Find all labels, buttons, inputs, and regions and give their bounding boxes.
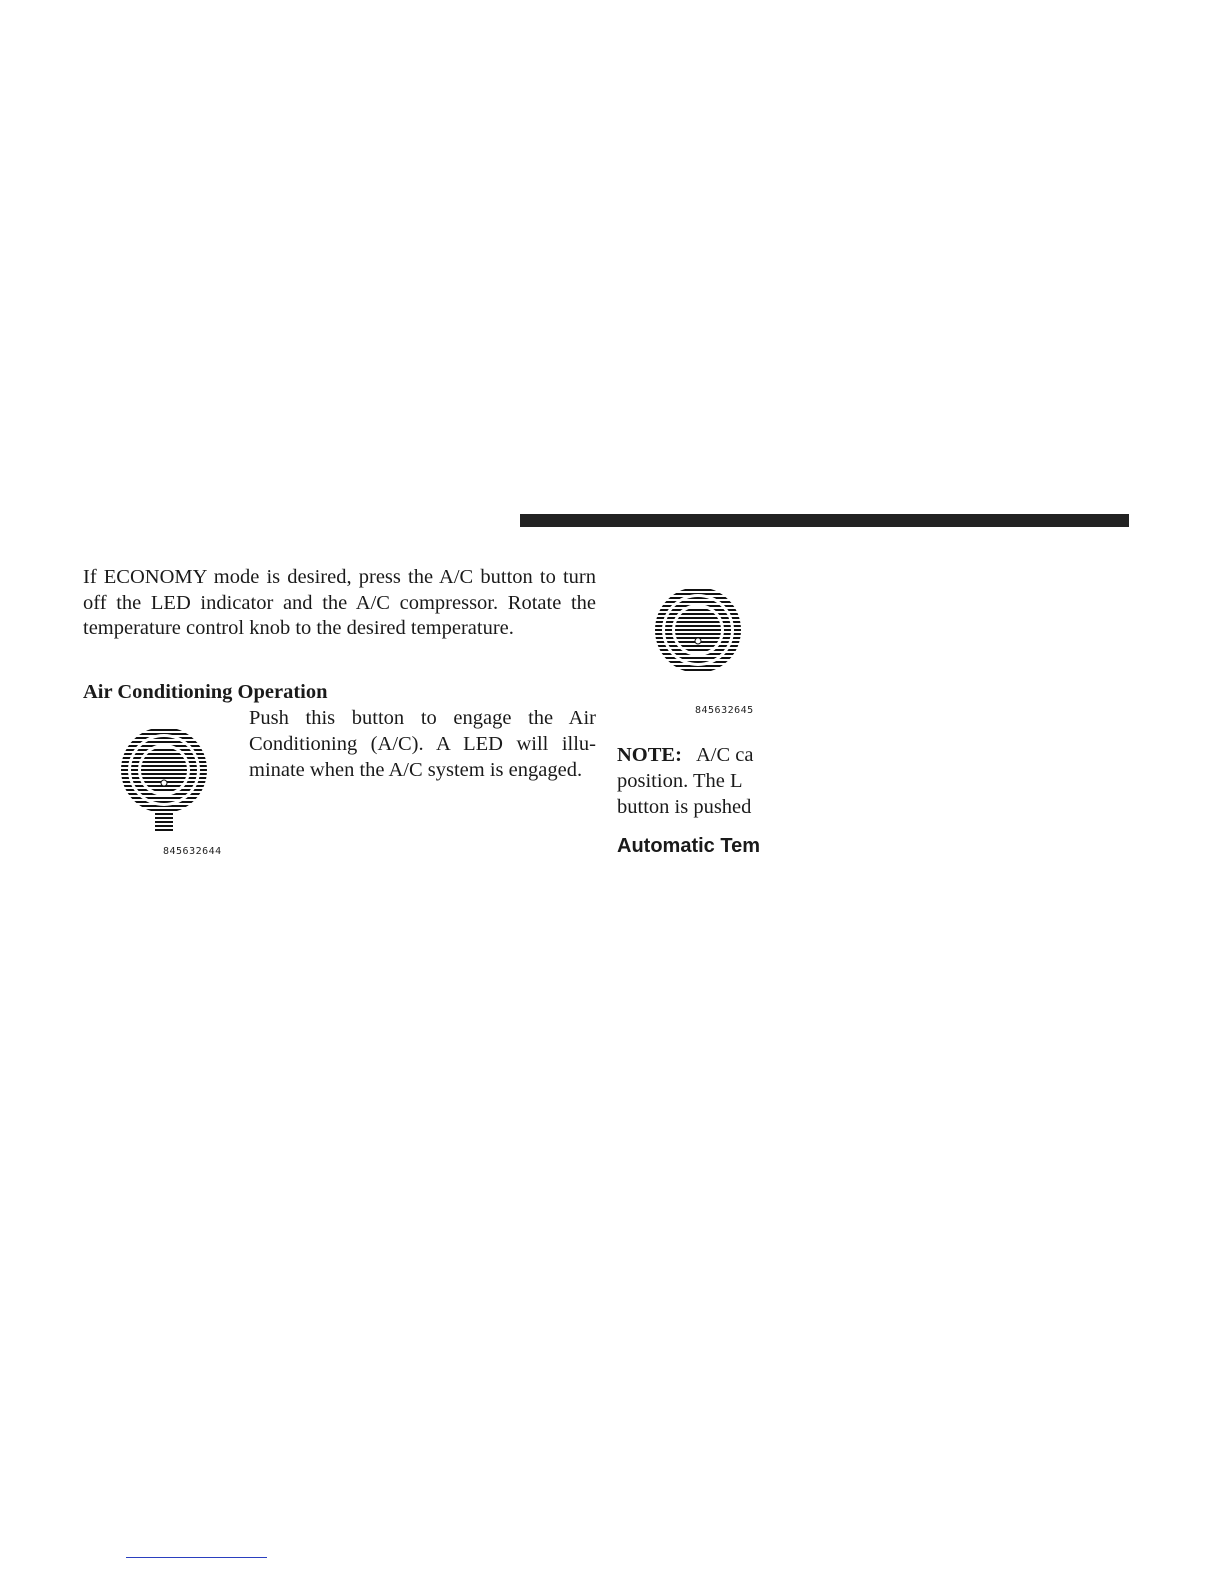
ac-button-icon — [617, 569, 773, 727]
footer-link-line — [126, 1557, 267, 1558]
note-label: NOTE: — [617, 744, 682, 766]
note-block — [617, 743, 773, 820]
automatic-temperature-heading: Automatic Tem — [617, 835, 760, 857]
economy-paragraph: If ECONOMY mode is desired, press the A/C button to turn off the LED indicator and the A/C compressor. Rotate the temperature control knob to the desired temperature. — [83, 566, 596, 639]
image-code: 845632645 — [695, 705, 754, 716]
note-line-2: position. The L — [617, 769, 743, 792]
ac-button-image-alt — [617, 569, 773, 727]
air-conditioning-heading: Air Conditioning Operation — [83, 681, 328, 703]
ac-description: Push this button to engage the Air Conditioning (A/C). A LED will illu-minate when the A/C system is engaged. — [249, 707, 596, 781]
image-code: 845632644 — [163, 846, 222, 857]
ac-button-image — [83, 713, 237, 871]
note-line-3: button is pushed — [617, 795, 752, 818]
note-line-1: NOTE: A/C ca — [617, 744, 754, 766]
section-header-bar — [520, 514, 1129, 527]
economy-paragraph-block — [83, 565, 596, 642]
